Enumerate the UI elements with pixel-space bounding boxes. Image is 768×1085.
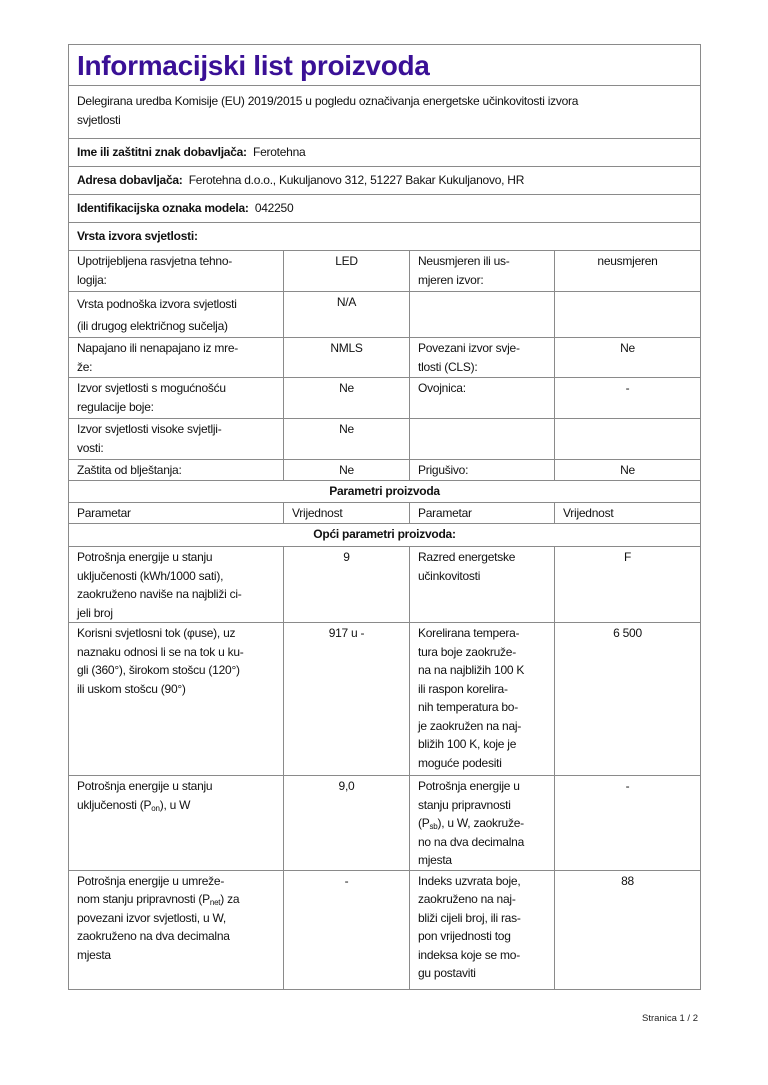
table-row — [69, 623, 701, 776]
label-subscript: sb — [429, 822, 438, 831]
label-text: ), u W — [159, 797, 191, 812]
param-label: Ovojnica: — [410, 378, 555, 419]
param-value: - — [555, 378, 701, 419]
general-params-heading: Opći parametri proizvoda: — [69, 524, 701, 547]
param-value — [555, 292, 701, 338]
column-header: Parametar — [410, 503, 555, 524]
label-text: Potrošnja energije u stanju pripravnosti (P — [418, 779, 520, 830]
param-value: 6 500 — [555, 623, 701, 776]
param-label: Korelirana tempera- tura boje zaokruže- na na najbližih 100 K ili raspon korelira- nih temperatura bo- je zaokružen na naj- bližih 100 K, koje je moguće podesiti — [410, 623, 555, 776]
param-label: Razred energetske učinkovitosti — [410, 547, 555, 623]
page-label: Stranica — [642, 1013, 677, 1024]
column-header: Vrijednost — [555, 503, 701, 524]
param-value: LED — [284, 251, 410, 292]
param-value: 9,0 — [284, 776, 410, 871]
address-value: Ferotehna d.o.o., Kukuljanovo 312, 51227 Bakar Kukuljanovo, HR — [188, 173, 525, 187]
label-subscript: net — [209, 898, 221, 907]
param-value: - — [284, 870, 410, 989]
param-value: Ne — [555, 460, 701, 481]
address-label: Adresa dobavljača: — [77, 173, 183, 187]
page-title: Informacijski list proizvoda — [69, 45, 701, 86]
param-label: Izvor svjetlosti visoke svjetlji- vosti: — [69, 419, 284, 460]
param-label — [69, 870, 284, 989]
param-value — [555, 419, 701, 460]
param-label — [410, 292, 555, 338]
param-value: F — [555, 547, 701, 623]
param-label: Napajano ili nenapajano iz mre- že: — [69, 338, 284, 378]
model-value: 042250 — [254, 201, 294, 215]
address-row — [69, 167, 701, 195]
param-label: Neusmjeren ili us- mjeren izvor: — [410, 251, 555, 292]
param-label: Korisni svjetlosni tok (φuse), uz naznaku odnosi li se na tok u ku- gli (360°), širokom stošcu (120°) ili uskom stošcu (90°) — [69, 623, 284, 776]
param-value: - — [555, 776, 701, 871]
page-footer — [642, 1013, 698, 1024]
param-value: NMLS — [284, 338, 410, 378]
table-row — [69, 776, 701, 871]
table-row — [69, 251, 701, 292]
column-header: Parametar — [69, 503, 284, 524]
param-label: Upotrijebljena rasvjetna tehno- logija: — [69, 251, 284, 292]
param-value: Ne — [555, 338, 701, 378]
label-text: Potrošnja energije u umreže- nom stanju pripravnosti (P — [77, 873, 225, 906]
param-value: Ne — [284, 419, 410, 460]
param-label: Prigušivo: — [410, 460, 555, 481]
supplier-label: Ime ili zaštitni znak dobavljača: — [77, 145, 247, 159]
param-label: Vrsta podnoška izvora svjetlosti (ili drugog električnog sučelja) — [69, 292, 284, 338]
param-value: Ne — [284, 460, 410, 481]
source-type-heading: Vrsta izvora svjetlosti: — [69, 223, 701, 251]
column-header: Vrijednost — [284, 503, 410, 524]
column-header-row — [69, 503, 701, 524]
label-text: Potrošnja energije u stanju uključenosti (P — [77, 779, 213, 812]
param-value: 88 — [555, 870, 701, 989]
param-label: Indeks uzvrata boje, zaokruženo na naj- bliži cijeli broj, ili ras- pon vrijednosti tog indeksa koje se mo- gu postaviti — [410, 870, 555, 989]
param-value: N/A — [284, 292, 410, 338]
param-label: Povezani izvor svje- tlosti (CLS): — [410, 338, 555, 378]
param-value: Ne — [284, 378, 410, 419]
param-value: 917 u - — [284, 623, 410, 776]
param-label: Zaštita od blještanja: — [69, 460, 284, 481]
params-heading: Parametri proizvoda — [69, 481, 701, 503]
param-value: 9 — [284, 547, 410, 623]
param-label — [69, 776, 284, 871]
table-row — [69, 378, 701, 419]
page-number: 1 / 2 — [679, 1013, 698, 1024]
table-row — [69, 338, 701, 378]
table-row — [69, 547, 701, 623]
param-label — [410, 776, 555, 871]
model-row — [69, 195, 701, 223]
param-label: Potrošnja energije u stanju uključenosti (kWh/1000 sati), zaokruženo naviše na najbliži ci- jeli broj — [69, 547, 284, 623]
param-label — [410, 419, 555, 460]
model-label: Identifikacijska oznaka modela: — [77, 201, 249, 215]
supplier-value: Ferotehna — [252, 145, 306, 159]
regulation-subtitle: Delegirana uredba Komisije (EU) 2019/2015 u pogledu označivanja energetske učinkovitosti izvora svjetlosti — [69, 86, 701, 139]
table-row — [69, 292, 701, 338]
param-label: Izvor svjetlosti s mogućnošću regulacije boje: — [69, 378, 284, 419]
table-row — [69, 870, 701, 989]
label-text: ) za povezani izvor svjetlosti, u W, zaokruženo na dva decimalna mjesta — [77, 892, 240, 962]
table-row — [69, 460, 701, 481]
table-row — [69, 419, 701, 460]
supplier-row — [69, 139, 701, 167]
label-subscript: on — [151, 803, 160, 813]
param-value: neusmjeren — [555, 251, 701, 292]
label-text: ), u W, zaokruže- no na dva decimalna mjesta — [418, 816, 524, 867]
product-info-table — [68, 44, 701, 990]
